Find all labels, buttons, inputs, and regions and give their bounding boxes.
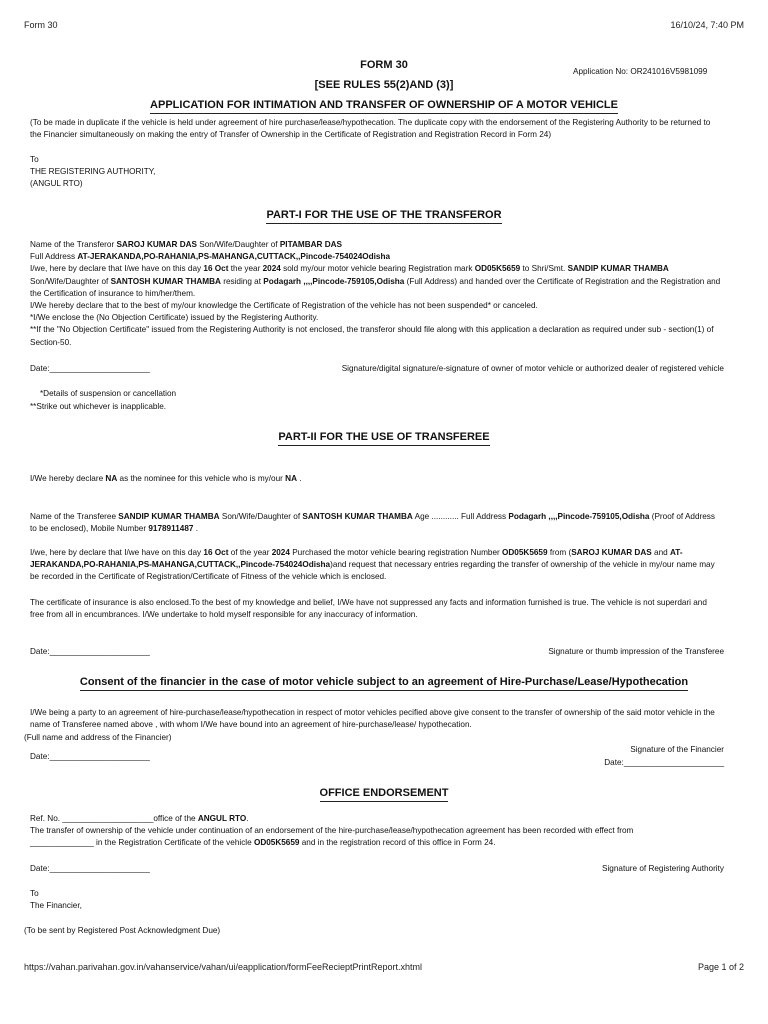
endorsement-text: The transfer of ownership of the vehicle under continuation of an endorsement of the hire-purchase/lease/hypothecation agreement has been recorded with effect from ______________ in the Registration Certificate of the vehicle OD05K5659 and in the registration record of this office in Form 24.	[30, 826, 634, 848]
part1-heading: PART-I FOR THE USE OF THE TRANSFEROR	[266, 209, 501, 224]
financier-date-left: Date:______________________	[30, 752, 150, 761]
print-header-title: Form 30	[24, 20, 58, 30]
note-strike-out: **Strike out whichever is inapplicable.	[30, 402, 167, 411]
financier-label: The Financier,	[30, 901, 82, 910]
print-footer-page: Page 1 of 2	[697, 962, 744, 972]
transferor-father: PITAMBAR DAS	[279, 240, 343, 249]
transferor-address: AT-JERAKANDA,PO-RAHANIA,PS-MAHANGA,CUTTACK,,Pincode-754024Odisha	[77, 252, 391, 262]
application-number: Application No: OR241016V5981099	[573, 67, 708, 76]
to-label: To	[30, 155, 39, 164]
office-endorsement-heading: OFFICE ENDORSEMENT	[320, 787, 449, 802]
purchase-declaration: I/we, here by declare that I/we have on this day 16 Oct of the year 2024 Purchased the motor vehicle bearing registration Number OD05K5659 from (SAROJ KUMAR DAS and AT-JERAKANDA,PO-RAHANIA,PS-MAHANGA,CUTTACK,,Pincode-754024Odisha)and request that necessary entries regarding the transfer of ownership of the vehicle in my/our name may be recorded in the Certificate of Registration/Certificate of Fitness of the vehicle which is enclosed.	[30, 548, 715, 582]
form-number: FORM 30	[360, 59, 408, 71]
transfer-declaration: I/we, here by declare that I/we have on this day 16 Oct the year 2024 sold my/our motor vehicle bearing Registration mark OD05K5659 to Shri/Smt. SANDIP KUMAR THAMBA Son/Wife/Daughter of SANTOSH KUMAR THAMBA residing at Podagarh ,,,,Pincode-759105,Odisha (Full Address) and handed over the Certificate of Registration and the Registration and the Certification of insurance to him/her/them.	[30, 264, 721, 298]
part2-date: Date:______________________	[30, 647, 150, 656]
note-suspension: *Details of suspension or cancellation	[40, 389, 177, 398]
insurance-declaration: The certificate of insurance is also enclosed.To the best of my knowledge and belief, I/We have not suppressed any facts and information furnished is true. The vehicle is not superdari and free from all in encumbrances. I/We undertake to hold myself responsible for any inaccuracy of information.	[30, 598, 707, 620]
form-rules: [SEE RULES 55(2)AND (3)]	[314, 79, 454, 91]
transferor-address-line: Full Address AT-JERAKANDA,PO-RAHANIA,PS-MAHANGA,CUTTACK,,Pincode-754024Odisha	[30, 252, 391, 262]
transferee-signature-label: Signature or thumb impression of the Transferee	[548, 647, 724, 656]
mobile-number: 9178911487	[148, 524, 194, 534]
financier-date-right: Date:______________________	[604, 758, 724, 767]
registering-authority-signature: Signature of Registering Authority	[602, 864, 724, 873]
transferee-name: SANDIP KUMAR THAMBA	[567, 264, 669, 274]
form-title: APPLICATION FOR INTIMATION AND TRANSFER OF OWNERSHIP OF A MOTOR VEHICLE	[150, 99, 618, 114]
authority-label: THE REGISTERING AUTHORITY,	[30, 167, 156, 176]
financier-heading: Consent of the financier in the case of motor vehicle subject to an agreement of Hire-Purchase/Lease/Hypothecation	[80, 676, 688, 691]
to-financier-label: To	[30, 889, 39, 898]
part2-heading: PART-II FOR THE USE OF TRANSFEREE	[278, 431, 489, 446]
reference-line: Ref. No. ____________________office of the ANGUL RTO.	[30, 814, 249, 823]
registration-mark: OD05K5659	[474, 264, 521, 274]
part1-date: Date:______________________	[30, 364, 150, 373]
financier-consent-text: I/We being a party to an agreement of hire-purchase/lease/hypothecation in respect of motor vehicles pecified above give consent to the transfer of ownership of the said motor vehicle in the name of Transferee named above , with whom I/We have bound into an agreement of hire-purchase/lease/ hypothecation.	[30, 708, 715, 730]
office-date: Date:______________________	[30, 864, 150, 873]
financier-fullname-label: (Full name and address of the Financier)	[24, 733, 172, 742]
registered-post-note: (To be sent by Registered Post Acknowledgment Due)	[24, 926, 221, 935]
print-header-datetime: 16/10/24, 7:40 PM	[670, 20, 744, 30]
form-intro: (To be made in duplicate if the vehicle is held under agreement of hire purchase/lease/hypothecation. The duplicate copy with the endorsement of the Registering Authority to be returned to the Financier simultaneously on making the entry of Transfer of Ownership in the Certificate of Registration and Registration Record in Form 24)	[30, 118, 711, 140]
transferee-details: Name of the Transferee SANDIP KUMAR THAMBA Son/Wife/Daughter of SANTOSH KUMAR THAMBA Age ............ Full Address Podagarh ,,,,Pincode-759105,Odisha (Proof of Address to be enclosed), Mobile Number 9178911487 .	[30, 512, 715, 534]
transferor-signature-label: Signature/digital signature/e-signature of owner of motor vehicle or authorized dealer of registered vehicle	[341, 364, 724, 373]
financier-signature-label: Signature of the Financier	[630, 745, 724, 754]
nominee-line: I/We hereby declare NA as the nominee for this vehicle who is my/our NA .	[30, 474, 302, 483]
rto-label: (ANGUL RTO)	[30, 179, 83, 188]
transferor-line: Name of the Transferor SAROJ KUMAR DAS Son/Wife/Daughter of PITAMBAR DAS	[30, 240, 343, 249]
part1-body: Name of the Transferor SAROJ KUMAR DAS Son/Wife/Daughter of PITAMBAR DAS Full Address AT-JERAKANDA,PO-RAHANIA,PS-MAHANGA,CUTTACK,,Pincode-754024Odisha I/we, here by declare that I/we have on this day 16 Oct the year 2024 sold my/our motor vehicle bearing Registration mark OD05K5659 to Shri/Smt. SANDIP KUMAR THAMBA Son/Wife/Daughter of SANTOSH KUMAR THAMBA residing at Podagarh ,,,,Pincode-759105,Odisha (Full Address) and handed over the Certificate of Registration and the Registration and the Certification of insurance to him/her/them. I/We hereby declare that to the best of my/our knowledge the Certificate of Registration of the vehicle has not been suspended* or canceled. *I/We enclose the (No Objection Certificate) issued by the Registering Authority. **If the "No Objection Certificate" issued from the Registering Authority is not enclosed, the transferor should file along with this application a declaration as required under sub - section(1) of Section-50.	[30, 239, 730, 349]
print-footer-url: https://vahan.parivahan.gov.in/vahanservice/vahan/ui/eapplication/formFeeRecieptPrintReport.xhtml	[24, 962, 423, 972]
transferor-name: SAROJ KUMAR DAS	[116, 240, 197, 249]
